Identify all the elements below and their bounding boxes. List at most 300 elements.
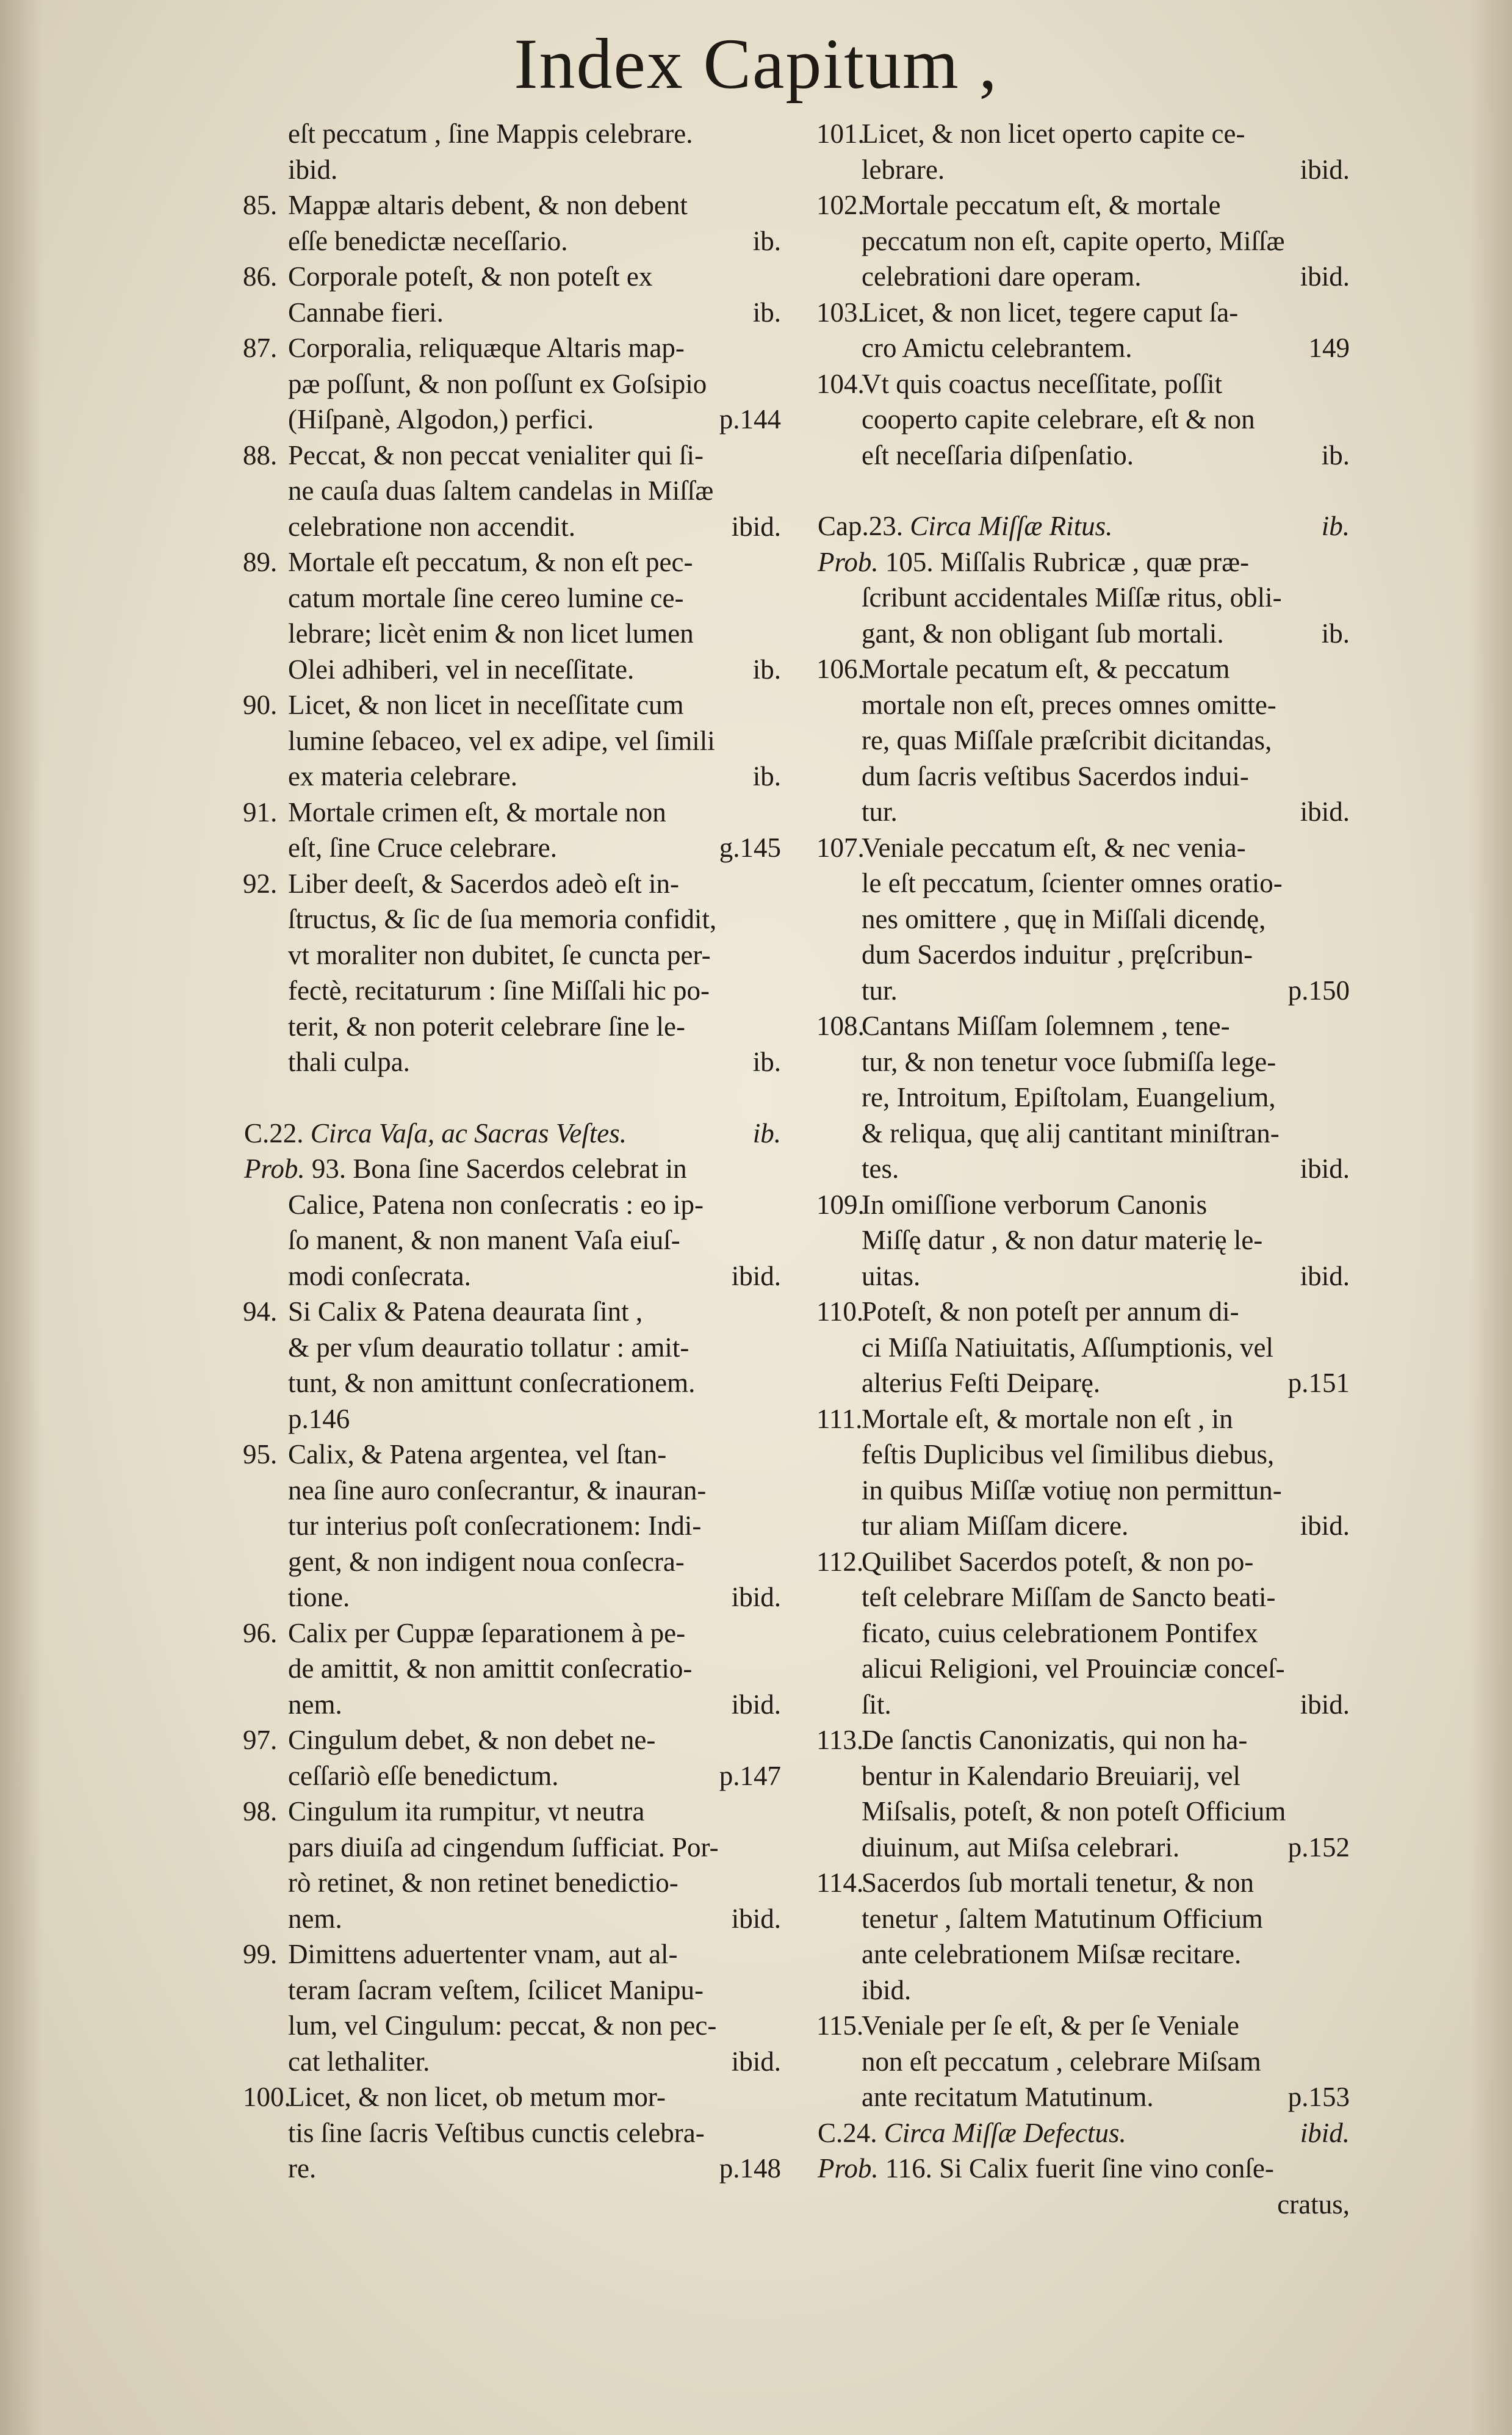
entry-number: 98. — [243, 1796, 278, 1827]
entry-number: 85. — [243, 190, 278, 220]
entry-line — [244, 1651, 781, 1687]
chapter-title: Circa Vaſa, ac Sacras Veſtes. — [310, 1117, 627, 1149]
entry-number: 104. — [816, 368, 865, 399]
entry-text: celebratione non accendit. — [288, 511, 576, 542]
entry-line — [244, 723, 781, 759]
entry-text: cooperto capite celebrare, eſt & non — [862, 404, 1255, 435]
page-reference: ib. — [752, 1047, 781, 1077]
page-reference: ibid. — [1300, 796, 1350, 827]
entry-line — [818, 2151, 1350, 2187]
entry-line — [244, 438, 781, 474]
entry-text: modi conſecrata. — [288, 1260, 471, 1291]
entry-line — [818, 723, 1350, 759]
entry-line — [244, 616, 781, 652]
entry-line — [818, 544, 1350, 580]
entry-text: lum, vel Cingulum: peccat, & non pec- — [288, 2010, 717, 2041]
entry-line — [244, 1330, 781, 1366]
entry-text: Si Calix & Patena deaurata ſint , — [288, 1296, 643, 1327]
entry-line — [818, 687, 1350, 723]
entry-line — [244, 152, 781, 188]
index-entry — [244, 1437, 781, 1615]
entry-text: ſtructus, & ſic de ſua memoria confidit, — [288, 904, 717, 934]
entry-text: ex materia celebrare. — [288, 761, 517, 792]
entry-text: Bona ſine Sacerdos celebrat in — [353, 1153, 687, 1184]
entry-line — [818, 1222, 1350, 1258]
entry-line — [244, 1579, 781, 1615]
index-entry — [818, 295, 1350, 366]
page-reference: ibid. — [1300, 1260, 1350, 1291]
entry-text: ibid. — [862, 1974, 912, 2005]
entry-line — [244, 116, 781, 152]
prob-label: Prob. — [244, 1153, 312, 1184]
entry-line — [244, 402, 781, 438]
entry-text: le eſt peccatum, ſcienter omnes oratio- — [862, 868, 1283, 898]
entry-line — [244, 473, 781, 509]
index-entry — [818, 1187, 1350, 1294]
entry-line — [244, 1687, 781, 1723]
index-entry — [244, 866, 781, 1080]
entry-line — [818, 1330, 1350, 1366]
entry-text: Veniale peccatum eſt, & nec venia- — [862, 832, 1246, 863]
entry-text: tis ſine ſacris Veſtibus cunctis celebra- — [288, 2117, 705, 2148]
entry-line — [244, 973, 781, 1009]
entry-text: terit, & non poterit celebrare ſine le- — [288, 1011, 685, 1042]
entry-line — [818, 1758, 1350, 1794]
entry-line — [244, 1044, 781, 1080]
entry-line — [818, 366, 1350, 402]
entry-number: 107. — [816, 832, 865, 863]
entry-line — [244, 544, 781, 580]
index-entry — [818, 544, 1350, 652]
entry-number: 114. — [816, 1867, 864, 1898]
page-reference: ibid. — [1300, 1153, 1350, 1184]
page-reference: ib. — [752, 1117, 781, 1149]
entry-text: catum mortale ſine cereo lumine ce- — [288, 582, 684, 613]
entry-line — [244, 330, 781, 366]
entry-text: Liber deeſt, & Sacerdos adeò eſt in- — [288, 868, 680, 899]
entry-line — [818, 1972, 1350, 2008]
entry-text: Calice, Patena non conſecratis : eo ip- — [288, 1189, 704, 1220]
entry-text: tur. — [862, 796, 898, 827]
entry-text: Licet, & non licet, tegere caput ſa- — [862, 297, 1239, 328]
entry-text: Miſsalis, poteſt, & non poteſt Officium — [862, 1796, 1286, 1827]
prob-label: Prob. — [818, 2153, 885, 2184]
index-entry — [244, 1151, 781, 1294]
page-reference: p.152 — [1287, 1831, 1350, 1863]
index-entry — [818, 830, 1350, 1009]
entry-text: Vt quis coactus neceſſitate, poſſit — [862, 368, 1223, 399]
entry-line — [818, 2008, 1350, 2044]
entry-text: Cantans Miſſam ſolemnem , tene- — [862, 1011, 1230, 1041]
entry-text: Calix per Cuppæ ſeparationem à pe- — [288, 1617, 686, 1648]
chapter-title: Circa Miſſæ Ritus. — [910, 511, 1113, 541]
entry-number: 116. — [885, 2153, 940, 2184]
entry-line — [244, 1473, 781, 1509]
entry-text: eſt neceſſaria diſpenſatio. — [862, 439, 1134, 471]
entry-number: 87. — [243, 333, 278, 363]
entry-line — [244, 687, 781, 723]
entry-line — [818, 223, 1350, 259]
entry-line — [244, 652, 781, 688]
index-entry — [244, 330, 781, 438]
entry-number: 91. — [243, 796, 278, 828]
entry-number: 106. — [816, 654, 865, 684]
entry-text: ceſſariò eſſe benedictum. — [288, 1760, 559, 1791]
index-entry — [818, 187, 1350, 295]
entry-line — [818, 1401, 1350, 1437]
page-reference: ibid. — [731, 1689, 781, 1720]
entry-text: thali culpa. — [288, 1047, 410, 1077]
entry-text: ficato, cuius celebrationem Pontifex — [862, 1617, 1258, 1648]
index-entry — [818, 1722, 1350, 1865]
entry-number: 89. — [243, 547, 278, 577]
index-entry — [818, 1294, 1350, 1401]
entry-line — [818, 1187, 1350, 1223]
entry-line — [818, 1508, 1350, 1544]
chapter-number: C.22. — [244, 1117, 311, 1149]
entry-text: Licet, & non licet in neceſſitate cum — [288, 690, 684, 720]
entry-text: re, Introitum, Epiſtolam, Euangelium, — [862, 1082, 1276, 1113]
entry-line — [244, 1615, 781, 1651]
entry-text: ſo manent, & non manent Vaſa eiuſ- — [288, 1225, 680, 1255]
entry-line — [818, 794, 1350, 830]
entry-line — [818, 1794, 1350, 1830]
entry-text: teſt celebrare Miſſam de Sancto beati- — [862, 1582, 1276, 1612]
entry-text: non eſt peccatum , celebrare Miſsam — [862, 2046, 1261, 2077]
entry-text: dum Sacerdos induitur , pręſcribun- — [862, 939, 1253, 970]
page-reference: ibid. — [1300, 1510, 1350, 1541]
entry-text: tur interius poſt conſecrationem: Indi- — [288, 1510, 702, 1541]
entry-text: celebrationi dare operam. — [862, 261, 1142, 292]
entry-text: lebrare. — [862, 154, 945, 185]
page-reference: p.153 — [1287, 2082, 1350, 2112]
entry-line — [818, 1294, 1350, 1330]
entry-line — [244, 1972, 781, 2008]
index-entry — [244, 544, 781, 687]
entry-text: Cannabe fieri. — [288, 297, 444, 328]
entry-line — [818, 2044, 1350, 2080]
index-entry — [818, 2151, 1350, 2222]
entry-text: Corporalia, reliquæque Altaris map- — [288, 333, 685, 363]
entry-text: tes. — [862, 1153, 899, 1184]
entry-line — [244, 795, 781, 831]
entry-line — [818, 330, 1350, 366]
entry-text: Corporale poteſt, & non poteſt ex — [288, 261, 653, 292]
entry-text: uitas. — [862, 1260, 921, 1291]
page-reference: ib. — [752, 225, 781, 256]
page-reference: ibid. — [1300, 2117, 1350, 2148]
entry-line — [244, 366, 781, 402]
entry-line — [818, 1365, 1350, 1401]
entry-text: Miſſalis Rubricæ , quæ præ- — [940, 546, 1250, 577]
index-entry — [244, 116, 781, 187]
entry-line — [818, 580, 1350, 616]
entry-line — [244, 1758, 781, 1794]
entry-text: ante recitatum Matutinum. — [862, 2082, 1154, 2112]
section-gap — [818, 473, 1350, 508]
index-entry — [244, 2079, 781, 2187]
entry-line — [244, 901, 781, 937]
entry-line — [244, 2008, 781, 2044]
entry-number: 95. — [243, 1439, 278, 1470]
entry-line — [818, 973, 1350, 1009]
entry-text: Poteſt, & non poteſt per annum di- — [862, 1296, 1239, 1327]
page-reference: 149 — [1308, 333, 1350, 363]
entry-number: 105. — [885, 546, 940, 577]
page-reference: ibid. — [731, 1903, 781, 1934]
entry-line — [818, 259, 1350, 295]
page-reference: ibid. — [731, 2046, 781, 2077]
left-column — [244, 116, 781, 2187]
entry-line — [244, 1258, 781, 1294]
entry-text: Mortale crimen eſt, & mortale non — [288, 796, 666, 828]
entry-text: de amittit, & non amittit conſecratio- — [288, 1653, 693, 1684]
entry-text: mortale non eſt, preces omnes omitte- — [862, 689, 1276, 720]
entry-text: Mappæ altaris debent, & non debent — [288, 190, 688, 220]
entry-text: re. — [288, 2153, 317, 2184]
entry-text: dum ſacris veſtibus Sacerdos indui- — [862, 760, 1249, 792]
entry-line — [244, 295, 781, 331]
entry-number: 102. — [816, 190, 865, 220]
entry-text: Licet, & non licet, ob metum mor- — [288, 2082, 666, 2112]
entry-line — [244, 259, 781, 295]
entry-text: feſtis Duplicibus vel ſimilibus diebus, — [862, 1439, 1275, 1470]
section-gap — [244, 1080, 781, 1116]
entry-line — [818, 830, 1350, 866]
entry-line — [244, 1437, 781, 1473]
entry-number: 101. — [816, 118, 865, 149]
chapter-heading — [818, 2115, 1350, 2151]
entry-line — [244, 937, 781, 973]
entry-line — [244, 580, 781, 616]
entry-text: Calix, & Patena argentea, vel ſtan- — [288, 1439, 667, 1470]
entry-text: re, quas Miſſale præſcribit dicitandas, — [862, 725, 1272, 756]
entry-text: ante celebrationem Miſsæ recitare. — [862, 1939, 1242, 1969]
entry-number: 99. — [243, 1939, 278, 1969]
chapter-heading — [244, 1116, 781, 1152]
entry-line — [244, 1222, 781, 1258]
index-entry — [818, 366, 1350, 474]
entry-line — [818, 187, 1350, 223]
index-entry — [244, 1936, 781, 2079]
entry-line — [818, 1151, 1350, 1187]
entry-line — [818, 2187, 1350, 2223]
entry-text: lebrare; licèt enim & non licet lumen — [288, 618, 694, 649]
entry-text: Mortale eſt, & mortale non eſt , in — [862, 1403, 1233, 1434]
entry-text: nes omittere , quę in Miſſali dicendę, — [862, 903, 1266, 934]
index-entry — [244, 259, 781, 330]
entry-line — [244, 2115, 781, 2151]
page-reference: ib. — [1321, 618, 1350, 649]
page-reference: ibid. — [1300, 261, 1350, 292]
entry-text: tenetur , ſaltem Matutinum Officium — [862, 1903, 1263, 1934]
entry-text: Sacerdos ſub mortali tenetur, & non — [862, 1867, 1255, 1898]
entry-number: 110. — [816, 1296, 864, 1327]
entry-text: & reliqua, quę alij cantitant miniſtran- — [862, 1117, 1280, 1149]
entry-text: bentur in Kalendario Breuiarij, vel — [862, 1760, 1241, 1791]
page-reference: ib. — [752, 654, 781, 685]
entry-line — [818, 1008, 1350, 1044]
entry-number: 109. — [816, 1189, 865, 1220]
entry-text: Mortale eſt peccatum, & non eſt pec- — [288, 547, 693, 577]
entry-text: tur, & non tenetur voce ſubmiſſa lege- — [862, 1046, 1276, 1077]
entry-line — [244, 1401, 781, 1437]
entry-line — [244, 2079, 781, 2115]
entry-text: cro Amictu celebrantem. — [862, 333, 1132, 363]
entry-number: 103. — [816, 297, 865, 328]
entry-line — [818, 1687, 1350, 1723]
entry-line — [818, 1473, 1350, 1509]
entry-text: ſit. — [862, 1689, 891, 1720]
entry-text: fectè, recitaturum : ſine Miſſali hic po- — [288, 975, 710, 1006]
entry-line — [818, 865, 1350, 901]
entry-line — [818, 1116, 1350, 1152]
entry-text: gent, & non indigent noua conſecra- — [288, 1546, 685, 1577]
entry-line — [244, 1936, 781, 1972]
entry-number: 100. — [243, 2082, 291, 2112]
entry-text: Mortale pecatum eſt, & peccatum — [862, 654, 1230, 684]
index-entry — [244, 795, 781, 866]
entry-text: ci Miſſa Natiuitatis, Aſſumptionis, vel — [862, 1332, 1273, 1363]
entry-text: nem. — [288, 1689, 342, 1720]
entry-line — [818, 402, 1350, 438]
entry-text: in quibus Miſſæ votiuę non permittun- — [862, 1474, 1282, 1506]
entry-text: gant, & non obligant ſub mortali. — [862, 618, 1224, 649]
entry-text: eſt peccatum , ſine Mappis celebrare. — [288, 118, 693, 149]
entry-text: cratus, — [1277, 2188, 1350, 2220]
entry-text: Miſſę datur , & non datur materię le- — [862, 1225, 1263, 1255]
entry-text: peccatum non eſt, capite operto, Miſſæ — [862, 225, 1285, 256]
entry-line — [244, 1187, 781, 1223]
entry-number: 111. — [816, 1403, 863, 1434]
entry-text: cat lethaliter. — [288, 2046, 430, 2077]
entry-text: Mortale peccatum eſt, & mortale — [862, 190, 1221, 220]
entry-text: In omiſſione verborum Canonis — [862, 1189, 1208, 1220]
page-reference: ibid. — [731, 1582, 781, 1612]
entry-text: & per vſum deauratio tollatur : amit- — [288, 1332, 689, 1363]
entry-text: De ſanctis Canonizatis, qui non ha- — [862, 1725, 1248, 1755]
entry-text: (Hiſpanè, Algodon,) perfici. — [288, 404, 594, 435]
page-reference: ib. — [752, 297, 781, 328]
entry-text: p.146 — [288, 1403, 350, 1434]
page-reference: p.150 — [1287, 975, 1350, 1006]
entry-line — [818, 901, 1350, 937]
entry-text: alicui Religioni, vel Prouinciæ conceſ- — [862, 1653, 1285, 1684]
page-reference: p.151 — [1287, 1368, 1350, 1398]
entry-text: Veniale per ſe eſt, & per ſe Veniale — [862, 2010, 1239, 2041]
entry-line — [244, 223, 781, 259]
entry-line — [818, 759, 1350, 795]
entry-text: eſt, ſine Cruce celebrare. — [288, 832, 557, 863]
entry-text: Dimittens aduertenter vnam, aut al- — [288, 1939, 678, 1969]
entry-number: 90. — [243, 690, 278, 720]
index-entry — [244, 1294, 781, 1437]
page-reference: ib. — [752, 761, 781, 792]
index-entry — [818, 2008, 1350, 2115]
entry-line — [244, 1830, 781, 1866]
entry-text: lumine ſebaceo, vel ex adipe, vel ſimili — [288, 725, 715, 756]
entry-text: tione. — [288, 1582, 350, 1612]
entry-line — [244, 1901, 781, 1937]
entry-line — [244, 1365, 781, 1401]
entry-line — [244, 1722, 781, 1758]
entry-number: 92. — [243, 868, 278, 899]
entry-line — [244, 1009, 781, 1045]
page-reference: ibid. — [1300, 1689, 1350, 1720]
entry-text: teram ſacram veſtem, ſcilicet Manipu- — [288, 1974, 704, 2005]
entry-number: 108. — [816, 1011, 865, 1041]
index-entry — [244, 438, 781, 545]
page-reference: p.147 — [719, 1760, 781, 1791]
entry-line — [244, 2044, 781, 2080]
entry-line — [244, 1151, 781, 1187]
chapter-heading — [818, 508, 1350, 544]
chapter-title: Circa Miſſæ Defectus. — [884, 2117, 1126, 2148]
entry-text: nea ſine auro conſecrantur, & inauran- — [288, 1474, 707, 1506]
index-entry — [818, 1401, 1350, 1544]
page-reference: ib. — [1321, 439, 1350, 471]
entry-line — [818, 2079, 1350, 2115]
entry-text: Licet, & non licet operto capite ce- — [862, 118, 1245, 149]
entry-text: eſſe benedictæ neceſſario. — [288, 225, 568, 256]
page-reference: ib. — [1321, 511, 1350, 541]
entry-text: ibid. — [288, 154, 338, 185]
page-reference: p.144 — [719, 404, 781, 435]
entry-text: pæ poſſunt, & non poſſunt ex Goſsipio — [288, 368, 707, 399]
entry-line — [244, 2151, 781, 2187]
entry-number: 88. — [243, 439, 278, 471]
entry-line — [244, 187, 781, 223]
entry-number: 112. — [816, 1546, 864, 1577]
entry-number: 96. — [243, 1617, 278, 1648]
index-entry — [244, 187, 781, 259]
page-reference: ibid. — [731, 511, 781, 542]
entry-line — [818, 1258, 1350, 1294]
index-entry — [244, 1722, 781, 1794]
entry-line — [244, 509, 781, 545]
right-column — [818, 116, 1350, 2222]
entry-line — [818, 116, 1350, 152]
entry-line — [818, 1901, 1350, 1937]
entry-text: pars diuiſa ad cingendum ſufficiat. Por- — [288, 1831, 719, 1863]
entry-number: 86. — [243, 261, 278, 292]
entry-text: tur aliam Miſſam dicere. — [862, 1510, 1129, 1541]
chapter-number: Cap.23. — [818, 511, 910, 541]
entry-line — [818, 937, 1350, 973]
entry-line — [244, 1294, 781, 1330]
index-entry — [818, 116, 1350, 187]
entry-line — [818, 1722, 1350, 1758]
entry-text: Cingulum debet, & non debet ne- — [288, 1725, 656, 1755]
entry-line — [818, 1544, 1350, 1580]
entry-text: ne cauſa duas ſaltem candelas in Miſſæ — [288, 475, 714, 506]
entry-line — [818, 1936, 1350, 1972]
entry-number: 115. — [816, 2010, 864, 2041]
entry-line — [818, 1044, 1350, 1080]
index-entry — [818, 1865, 1350, 2008]
page-reference: ibid. — [1300, 154, 1350, 185]
page-reference: g.145 — [719, 832, 781, 863]
index-entry — [244, 1615, 781, 1723]
entry-line — [244, 1794, 781, 1830]
entry-text: Cingulum ita rumpitur, vt neutra — [288, 1796, 645, 1827]
entry-text: Quilibet Sacerdos poteſt, & non po- — [862, 1546, 1254, 1577]
entry-number: 113. — [816, 1725, 864, 1755]
entry-text: vt moraliter non dubitet, ſe cuncta per- — [288, 939, 711, 970]
entry-text: tunt, & non amittunt conſecrationem. — [288, 1368, 696, 1398]
entry-line — [818, 1579, 1350, 1615]
entry-line — [818, 295, 1350, 331]
